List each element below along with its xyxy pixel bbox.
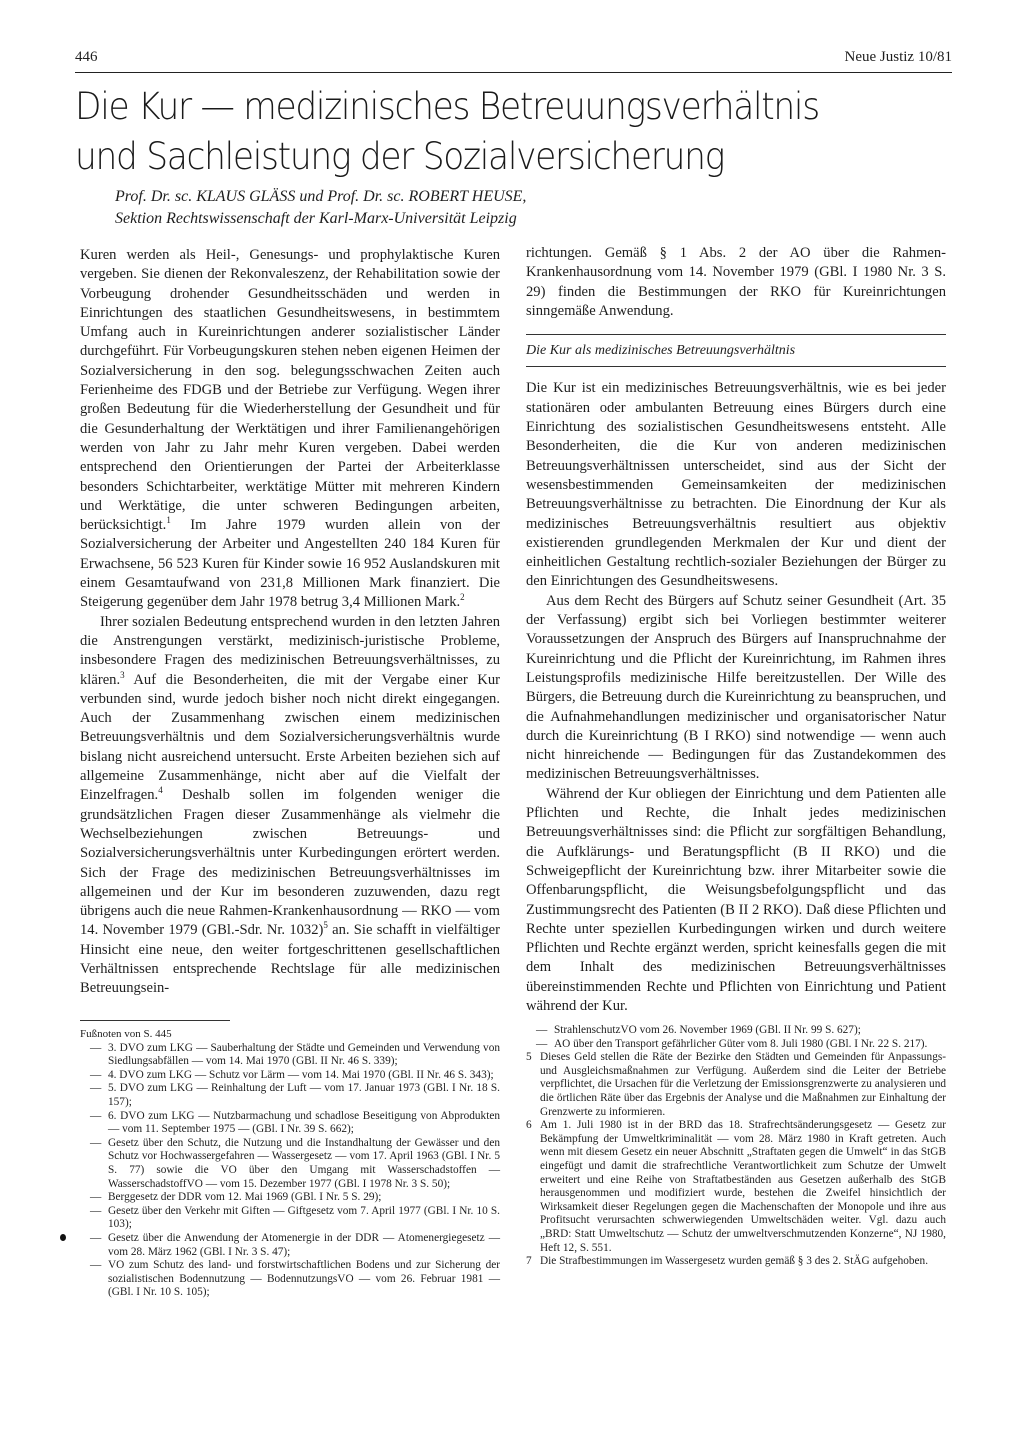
header-rule (75, 72, 952, 73)
footnote-item (526, 1038, 946, 1052)
page-header (75, 47, 952, 71)
punch-hole-mark (60, 1234, 66, 1241)
footnote-item (80, 1137, 500, 1191)
footnote-ref[interactable]: 4 (158, 785, 163, 796)
footnote-ref[interactable]: 5 (323, 920, 328, 931)
page-number: 446 (75, 49, 98, 65)
footnote-marker: 5 (526, 1051, 532, 1064)
journal-issue: Neue Justiz 10/81 (844, 49, 952, 65)
footnote-marker: 6 (526, 1119, 532, 1132)
body-column-left (80, 246, 500, 999)
body-column-right (526, 244, 946, 1016)
article-title (75, 82, 893, 182)
footnote-list (526, 1024, 946, 1269)
footnote-rule (80, 1020, 230, 1021)
footnote-marker: — (90, 1231, 102, 1244)
footnote-marker: — (90, 1109, 102, 1122)
footnote-text: StrahlenschutzVO vom 26. November 1969 (GBl. II Nr. 99 S. 627); (554, 1024, 861, 1036)
footnote-text: Gesetz über den Schutz, die Nutzung und die Instandhaltung der Gewässer und den Schutz vor Hochwassergefahren — Wassergesetz — vom 17. April 1963 (GBl. I Nr. 5 S. 77) sowie die VO über den Umgang mit Wasserschadstoffen — WasserschadstoffVO — vom 15. Dezember 1977 (GBl. I 1978 Nr. 3 S. 50); (108, 1136, 500, 1190)
footnote-item (80, 1069, 500, 1083)
footnote-marker: — (536, 1024, 548, 1036)
title-line-1: Die Kur — medizinisches Betreuungsverhältnis (75, 85, 819, 128)
footnotes-right (526, 1024, 946, 1269)
footnote-text: Am 1. Juli 1980 ist in der BRD das 18. Strafrechtsänderungsgesetz — Gesetz zur Bekämpfung der Umweltkriminalität — vom 28. März 1980 in Kraft getreten. Auch wenn mit diesem Gesetz ein neuer Abschnitt „Straftaten gegen die Umwelt“ in das StGB eingefügt und damit die strafrechtliche Verantwortlichkeit zum Schutze der Umwelt erweitert und eine Reihe von Straftatbeständen aus Gesetzen außerhalb des StGB herausgenommen und modifiziert wurde, bestehen die Zweifel hinsichtlich der Wirksamkeit dieser Regelungen gegen die Machenschaften der Monopole und ihre aus Profitsucht verursachten schwerwiegenden Umweltschäden weiter. Vgl. dazu auch „BRD: Statt Umweltschutz — Schutz der umweltverschmutzenden Konzerne“, NJ 1980, Heft 12, S. 551. (540, 1119, 946, 1254)
footnote-item (526, 1051, 946, 1119)
footnote-marker: — (90, 1191, 102, 1204)
paragraph: Die Kur ist ein medizinisches Betreuungsverhältnis, wie es bei jeder stationären oder ambulanten Betreuung eines Bürgers durch eine Einrichtung des sozialistischen Gesundheitswesens entsteht. Alle Besonderheiten, die die Kur von anderen medizinischen Betreuungsverhältnissen unterscheidet, sind aus der Sicht der wesensbestimmenden Gemeinsamkeiten der medizinischen Betreuungsverhältnisse zu betrachten. Die Einordnung der Kur als medizinisches Betreuungsverhältnis resultiert aus objektiv existierenden grundlegenden Merkmalen der Kur und dient der einheitlichen Gestaltung rechtlich-sozialer Beziehungen der Bürger zu den Einrichtungen des Gesundheitswesens. (526, 380, 946, 590)
footnote-ref[interactable]: 3 (120, 669, 125, 680)
footnote-item (80, 1082, 500, 1109)
footnote-ref[interactable]: 1 (166, 515, 171, 526)
footnote-marker: — (90, 1204, 102, 1217)
footnote-list (80, 1042, 500, 1300)
footnote-text: 6. DVO zum LKG — Nutzbarmachung und schadlose Beseitigung von Abprodukten — vom 11. September 1975 — (GBl. I Nr. 39 S. 662); (108, 1109, 500, 1136)
footnote-marker: — (536, 1037, 548, 1050)
footnote-text: 5. DVO zum LKG — Reinhaltung der Luft — vom 17. Januar 1973 (GBl. I Nr. 18 S. 157); (108, 1082, 500, 1108)
footnote-text: Gesetz über die Anwendung der Atomenergie in der DDR — Atomenergiegesetz — vom 28. März 1962 (GBl. I Nr. 3 S. 47); (108, 1231, 500, 1258)
paragraph: richtungen. Gemäß § 1 Abs. 2 der AO über die Rahmen-Krankenhausordnung vom 14. November 1979 (GBl. I 1980 Nr. 3 S. 29) finden die Bestimmungen der RKO für Kureinrichtungen sinngemäße Anwendung. (526, 245, 946, 319)
footnote-item (80, 1191, 500, 1205)
footnote-marker: 7 (526, 1255, 532, 1268)
footnote-text: 3. DVO zum LKG — Sauberhaltung der Städte und Gemeinden und Verwendung von Siedlungsabfällen — vom 14. Mai 1970 (GBl. II Nr. 46 S. 339); (108, 1041, 500, 1068)
paragraph: Ihrer sozialen Bedeutung entsprechend wurden in den letzten Jahren die Anstrengungen verstärkt, medizinisch-juristische Probleme, insbesondere Fragen des medizinischen Betreuungsverhältnisses, zu klären.$^3$ Auf die Besonderheiten, die mit der Vergabe einer Kur verbunden sind, wurde jedoch bisher noch nicht direkt eingegangen. Auch der Zusammenhang zwischen einem medizinischen Betreuungsverhältnis und dem Sozialversicherungsverhältnis wurde bislang nicht ausreichend untersucht. Erste Arbeiten beziehen sich auf allgemeine Zusammenhänge, nicht aber auf die Vielfalt der Einzelfragen.$^4$ Deshalb sollen im folgenden weniger die grundsätzlichen Fragen dieser Zusammenhänge als vielmehr die Wechselbeziehungen zwischen Betreuungs- und Sozialversicherungsverhältnis unter Kurbedingungen erörtert werden. Sich der Frage des medizinischen Betreuungsverhältnisses im allgemeinen und der Kur im besonderen zuzuwenden, dazu regt übrigens auch die neue Rahmen-Krankenhausordnung — RKO — vom 14. November 1979 (GBl.-Sdr. Nr. 1032)$^5$ an. Sie schafft in vielfältiger Hinsicht eine neue, den weiter fortgeschrittenen gesellschaftlichen Verhältnissen entsprechende Rechtslage für alle medizinischen Betreuungsein- (80, 613, 500, 997)
footnote-marker: — (90, 1259, 102, 1272)
footnote-marker: — (90, 1041, 102, 1054)
paragraph: Aus dem Recht des Bürgers auf Schutz seiner Gesundheit (Art. 35 der Verfassung) ergibt sich bei Vorliegen bestimmter weiterer Voraussetzungen der Anspruch des Bürgers auf Inanspruchnahme der Kureinrichtung und die Pflicht der Kureinrichtung, im Rahmen ihres Leistungsprofils medizinische Hilfe bereitzustellen. Der Wille des Bürgers, die Betreuung durch die Kureinrichtung zu beanspruchen, und die Aufnahmehandlungen medizinischer und organisatorischer Natur durch die Kureinrichtung (B I RKO) sind notwendige — wenn auch nicht hinreichende — Bedingungen für das Zustandekommen des medizinischen Betreuungsverhältnisses. (526, 592, 946, 783)
footnotes-left (80, 1028, 500, 1300)
footnote-text: Dieses Geld stellen die Räte der Bezirke den Städten und Gemeinden für Anpassungs- und Ausgleichsmaßnahmen zur Verfügung. Außerdem sind die Leiter der Betriebe verpflichtet, die Ursachen für die Verletzung der Emissionsgrenzwerte zu analysieren und die örtlichen Räte über das Ergebnis der Analyse und die Maßnahmen zur Einhaltung der Grenzwerte zu informieren. (540, 1051, 946, 1118)
footnotes-heading: Fußnoten von S. 445 (80, 1028, 172, 1040)
footnote-item (80, 1110, 500, 1137)
footnote-item (80, 1259, 500, 1300)
footnote-ref[interactable]: 2 (460, 592, 465, 603)
footnote-text: Gesetz über den Verkehr mit Giften — Giftgesetz vom 7. April 1977 (GBl. I Nr. 10 S. 103); (108, 1204, 500, 1231)
footnote-text: VO zum Schutz des land- und forstwirtschaftlichen Bodens und zur Sicherung der sozialistischen Bodennutzung — BodennutzungsVO — vom 26. Februar 1981 — (GBl. I Nr. 10 S. 105); (108, 1259, 500, 1299)
footnote-text: AO über den Transport gefährlicher Güter vom 8. Juli 1980 (GBl. I Nr. 22 S. 217). (554, 1037, 928, 1050)
title-line-2: und Sachleistung der Sozialversicherung (75, 135, 724, 178)
paragraph: Kuren werden als Heil-, Genesungs- und prophylaktische Kuren vergeben. Sie dienen der Rekonvaleszenz, der Rehabilitation sowie der Vorbeugung drohender Gesundheitsschäden und werden in Einrichtungen des staatlichen Gesundheitswesens, in bestimmtem Umfang auch in Kureinrichtungen anderer sozialistischer Länder durchgeführt. Für Vorbeugungskuren stehen neben eigenen Heimen der Sozialversicherung in den sog. belegungsschwachen Zeiten auch Ferienheime des FDGB und der Betriebe zur Verfügung. Wegen ihrer großen Bedeutung für die Wiederherstellung der Gesundheit und für die Gesunderhaltung der Werktätigen und ihrer Familienangehörigen werden von Jahr zu Jahr mehr Kuren vergeben. Dabei werden entsprechend den Orientierungen der Partei der Arbeiterklasse besonders Schichtarbeiter, werktätige Mütter mit mehreren Kindern und Werktätige, die unter schweren Bedingungen arbeiten, berücksichtigt.$^1$ Im Jahre 1979 wurden allein von der Sozialversicherung der Arbeiter und Angestellten 240 184 Kuren für Erwachsene, 56 523 Kuren für Kinder sowie 16 952 Auslandskuren mit einem Gesamtaufwand von 231,8 Millionen Mark finanziert. Die Steigerung gegenüber dem Jahr 1978 betrug 3,4 Millionen Mark.$^2$ (80, 247, 500, 611)
footnote-item (80, 1205, 500, 1232)
footnote-item (80, 1042, 500, 1069)
footnote-marker: — (90, 1136, 102, 1149)
footnote-marker: — (90, 1068, 102, 1081)
footnote-item (80, 1232, 500, 1259)
affiliation: Sektion Rechtswissenschaft der Karl-Marx-Universität Leipzig (115, 210, 517, 227)
footnote-text: Berggesetz der DDR vom 12. Mai 1969 (GBl. I Nr. 5 S. 29); (108, 1191, 382, 1204)
footnote-marker: — (90, 1082, 102, 1095)
paragraph: Während der Kur obliegen der Einrichtung und dem Patienten alle Pflichten und Rechte, die Inhalt jedes medizinischen Betreuungsverhältnisses sind: die Pflicht zur sorgfältigen Behandlung, die Aufklärungs- und Beratungspflicht (B II RKO) und die Schweigepflicht der Kureinrichtung bzw. ihrer Mitarbeiter sowie die Offenbarungspflicht, die Weisungsbefolgungspflicht und das Zustimmungsrecht des Patienten (B II 2 RKO). Daß diese Pflichten und Rechte unter speziellen Kurbedingungen wirken und durch weitere Pflichten und Rechte ergänzt werden, spricht keinesfalls gegen die mit dem Inhalt des medizinischen Betreuungsverhältnisses übereinstimmenden Rechte und Pflichten von Einrichtung und Patient während der Kur. (526, 785, 946, 1014)
footnote-item (526, 1119, 946, 1255)
footnote-item (526, 1024, 946, 1038)
article-byline (115, 186, 526, 230)
footnote-text: 4. DVO zum LKG — Schutz vor Lärm — vom 14. Mai 1970 (GBl. II Nr. 46 S. 343); (108, 1068, 494, 1081)
footnote-item (526, 1255, 946, 1269)
section-heading: Die Kur als medizinisches Betreuungsverhältnis (526, 334, 946, 367)
footnote-text: Die Strafbestimmungen im Wassergesetz wurden gemäß § 3 des 2. StÄG aufgehoben. (540, 1255, 929, 1268)
authors: Prof. Dr. sc. KLAUS GLÄSS und Prof. Dr. sc. ROBERT HEUSE, (115, 188, 527, 205)
